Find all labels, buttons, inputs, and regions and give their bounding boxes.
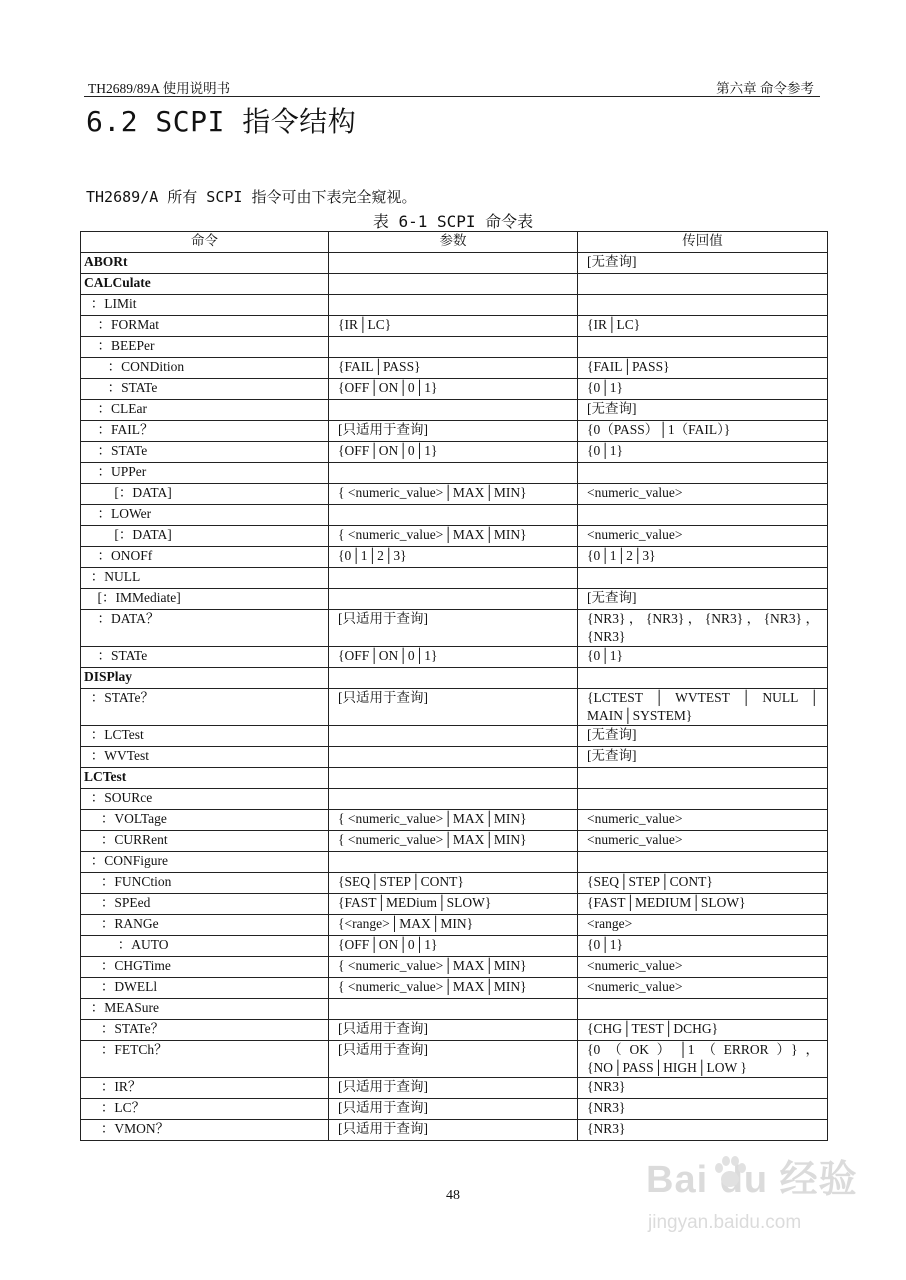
table-caption: 表 6-1 SCPI 命令表 bbox=[372, 212, 534, 231]
cell-return-value: <numeric_value> bbox=[578, 978, 828, 999]
cell-return-value bbox=[578, 789, 828, 810]
cell-return-value bbox=[578, 463, 828, 484]
cell-parameter: {FAST│MEDium│SLOW} bbox=[329, 894, 578, 915]
cell-return-value: <numeric_value> bbox=[578, 957, 828, 978]
table-row bbox=[81, 810, 828, 831]
cell-return-value: <numeric_value> bbox=[578, 810, 828, 831]
header-command: 命令 bbox=[81, 232, 329, 253]
cell-parameter bbox=[329, 852, 578, 873]
cell-return-value bbox=[578, 768, 828, 789]
table-row bbox=[81, 873, 828, 894]
cell-return-value: [无查询] bbox=[578, 589, 828, 610]
cell-return-value: {NR3}，{NR3}，{NR3}，{NR3}，{NR3} bbox=[578, 610, 828, 647]
cell-return-value: <numeric_value> bbox=[578, 526, 828, 547]
cell-return-value bbox=[578, 568, 828, 589]
page-number: 48 bbox=[446, 1188, 460, 1203]
cell-return-value: [无查询] bbox=[578, 253, 828, 274]
table-row bbox=[81, 295, 828, 316]
cell-command: ：CONFigure bbox=[81, 852, 329, 873]
table-row bbox=[81, 915, 828, 936]
cell-parameter: {OFF│ON│0│1} bbox=[329, 379, 578, 400]
cell-parameter bbox=[329, 295, 578, 316]
cell-return-value: <numeric_value> bbox=[578, 831, 828, 852]
table-row bbox=[81, 358, 828, 379]
cell-return-value bbox=[578, 295, 828, 316]
table-row bbox=[81, 610, 828, 647]
cell-command: [：IMMediate] bbox=[81, 589, 329, 610]
cell-command: ：UPPer bbox=[81, 463, 329, 484]
table-row bbox=[81, 668, 828, 689]
cell-command: ：FAIL？ bbox=[81, 421, 329, 442]
cell-parameter: [只适用于查询] bbox=[329, 1099, 578, 1120]
table-row bbox=[81, 999, 828, 1020]
cell-return-value bbox=[578, 337, 828, 358]
baidu-watermark bbox=[646, 1148, 896, 1248]
cell-command: ：STATe bbox=[81, 647, 329, 668]
cell-command: ：SPEed bbox=[81, 894, 329, 915]
cell-return-value: [无查询] bbox=[578, 747, 828, 768]
cell-parameter bbox=[329, 668, 578, 689]
cell-return-value: {0│1} bbox=[578, 379, 828, 400]
table-row bbox=[81, 689, 828, 726]
cell-command: [：DATA] bbox=[81, 484, 329, 505]
cell-command: ：DWELl bbox=[81, 978, 329, 999]
scpi-command-table bbox=[80, 231, 828, 1141]
cell-parameter: [只适用于查询] bbox=[329, 689, 578, 726]
cell-return-value: {NR3} bbox=[578, 1099, 828, 1120]
table-row bbox=[81, 274, 828, 295]
table-row bbox=[81, 957, 828, 978]
table-row bbox=[81, 337, 828, 358]
cell-return-value: {NR3} bbox=[578, 1078, 828, 1099]
cell-parameter bbox=[329, 337, 578, 358]
cell-command: ：LCTest bbox=[81, 726, 329, 747]
cell-command: ：RANGe bbox=[81, 915, 329, 936]
cell-return-value: {IR│LC} bbox=[578, 316, 828, 337]
cell-parameter: [只适用于查询] bbox=[329, 421, 578, 442]
cell-return-value: <range> bbox=[578, 915, 828, 936]
table-row bbox=[81, 1120, 828, 1141]
cell-command: ：ONOFf bbox=[81, 547, 329, 568]
cell-command: ：STATe bbox=[81, 379, 329, 400]
cell-parameter bbox=[329, 253, 578, 274]
table-row bbox=[81, 789, 828, 810]
cell-parameter: {0│1│2│3} bbox=[329, 547, 578, 568]
section-title: 6.2 SCPI 指令结构 bbox=[86, 105, 357, 138]
cell-parameter bbox=[329, 789, 578, 810]
cell-parameter: {<range>│MAX│MIN} bbox=[329, 915, 578, 936]
table-row bbox=[81, 253, 828, 274]
cell-parameter: { <numeric_value>│MAX│MIN} bbox=[329, 957, 578, 978]
cell-parameter: { <numeric_value>│MAX│MIN} bbox=[329, 526, 578, 547]
cell-command: ：DATA？ bbox=[81, 610, 329, 647]
cell-command: ：LC？ bbox=[81, 1099, 329, 1120]
cell-return-value: [无查询] bbox=[578, 726, 828, 747]
cell-command: ：STATe bbox=[81, 442, 329, 463]
cell-command: ：STATe？ bbox=[81, 689, 329, 726]
cell-parameter bbox=[329, 999, 578, 1020]
table-row bbox=[81, 463, 828, 484]
cell-command: ：CURRent bbox=[81, 831, 329, 852]
table-row bbox=[81, 894, 828, 915]
table-row bbox=[81, 1099, 828, 1120]
cell-return-value: {NR3} bbox=[578, 1120, 828, 1141]
page-header bbox=[84, 76, 820, 97]
cell-return-value: [无查询] bbox=[578, 400, 828, 421]
cell-return-value: {0│1} bbox=[578, 936, 828, 957]
table-row bbox=[81, 647, 828, 668]
cell-return-value: {SEQ│STEP│CONT} bbox=[578, 873, 828, 894]
cell-return-value: {0（PASS）│1（FAIL）} bbox=[578, 421, 828, 442]
cell-command: CALCulate bbox=[81, 274, 329, 295]
cell-command: LCTest bbox=[81, 768, 329, 789]
table-row bbox=[81, 1020, 828, 1041]
table-row bbox=[81, 936, 828, 957]
cell-command: ：AUTO bbox=[81, 936, 329, 957]
table-row bbox=[81, 484, 828, 505]
table-row bbox=[81, 978, 828, 999]
table-row bbox=[81, 1078, 828, 1099]
cell-parameter bbox=[329, 568, 578, 589]
table-row bbox=[81, 589, 828, 610]
cell-parameter: [只适用于查询] bbox=[329, 610, 578, 647]
table-row bbox=[81, 568, 828, 589]
cell-command: ：MEASure bbox=[81, 999, 329, 1020]
header-chapter: 第六章 命令参考 bbox=[716, 81, 814, 96]
table-row bbox=[81, 1041, 828, 1078]
table-row bbox=[81, 316, 828, 337]
header-manual-title: TH2689/89A 使用说明书 bbox=[88, 81, 231, 96]
table-row bbox=[81, 400, 828, 421]
cell-parameter bbox=[329, 747, 578, 768]
cell-command: [：DATA] bbox=[81, 526, 329, 547]
table-row bbox=[81, 421, 828, 442]
cell-parameter bbox=[329, 726, 578, 747]
table-row bbox=[81, 442, 828, 463]
cell-command: ：FUNCtion bbox=[81, 873, 329, 894]
cell-command: ：BEEPer bbox=[81, 337, 329, 358]
cell-command: ：WVTest bbox=[81, 747, 329, 768]
cell-command: ：SOURce bbox=[81, 789, 329, 810]
cell-parameter: [只适用于查询] bbox=[329, 1078, 578, 1099]
table-header-row bbox=[81, 232, 828, 253]
cell-return-value: {CHG│TEST│DCHG} bbox=[578, 1020, 828, 1041]
table-row bbox=[81, 379, 828, 400]
cell-return-value bbox=[578, 852, 828, 873]
cell-command: ：VMON？ bbox=[81, 1120, 329, 1141]
cell-parameter: { <numeric_value>│MAX│MIN} bbox=[329, 810, 578, 831]
cell-command: ：FETCh？ bbox=[81, 1041, 329, 1078]
cell-parameter bbox=[329, 589, 578, 610]
cell-parameter: {OFF│ON│0│1} bbox=[329, 442, 578, 463]
cell-return-value bbox=[578, 668, 828, 689]
table-row bbox=[81, 505, 828, 526]
cell-return-value: {0│1│2│3} bbox=[578, 547, 828, 568]
cell-command: ：VOLTage bbox=[81, 810, 329, 831]
cell-parameter: {OFF│ON│0│1} bbox=[329, 647, 578, 668]
watermark-url: jingyan.baidu.com bbox=[648, 1212, 802, 1233]
cell-parameter: { <numeric_value>│MAX│MIN} bbox=[329, 831, 578, 852]
cell-parameter bbox=[329, 463, 578, 484]
cell-return-value bbox=[578, 505, 828, 526]
cell-return-value bbox=[578, 274, 828, 295]
table-row bbox=[81, 747, 828, 768]
cell-return-value: {FAST│MEDIUM│SLOW} bbox=[578, 894, 828, 915]
header-return-value: 传回值 bbox=[578, 232, 828, 253]
cell-parameter: [只适用于查询] bbox=[329, 1020, 578, 1041]
table-row bbox=[81, 547, 828, 568]
cell-command: ：CHGTime bbox=[81, 957, 329, 978]
cell-command: ：STATe？ bbox=[81, 1020, 329, 1041]
cell-return-value: {FAIL│PASS} bbox=[578, 358, 828, 379]
cell-parameter: {IR│LC} bbox=[329, 316, 578, 337]
paw-icon bbox=[710, 1152, 750, 1192]
cell-return-value: {LCTEST │ WVTEST │ NULL │ MAIN│SYSTEM} bbox=[578, 689, 828, 726]
cell-command: ：NULL bbox=[81, 568, 329, 589]
cell-parameter: [只适用于查询] bbox=[329, 1041, 578, 1078]
header-parameter: 参数 bbox=[329, 232, 578, 253]
cell-parameter: { <numeric_value>│MAX│MIN} bbox=[329, 978, 578, 999]
cell-parameter bbox=[329, 400, 578, 421]
watermark-logo: Bai du 经验 bbox=[646, 1159, 858, 1201]
intro-text: TH2689/A 所有 SCPI 指令可由下表完全窥视。 bbox=[86, 188, 417, 206]
cell-parameter: { <numeric_value>│MAX│MIN} bbox=[329, 484, 578, 505]
cell-command: ：IR？ bbox=[81, 1078, 329, 1099]
cell-parameter: {SEQ│STEP│CONT} bbox=[329, 873, 578, 894]
table-row bbox=[81, 831, 828, 852]
cell-command: ABORt bbox=[81, 253, 329, 274]
cell-command: ：LIMit bbox=[81, 295, 329, 316]
cell-command: ：FORMat bbox=[81, 316, 329, 337]
cell-command: ：LOWer bbox=[81, 505, 329, 526]
table-row bbox=[81, 768, 828, 789]
cell-return-value: {0│1} bbox=[578, 647, 828, 668]
cell-command: ：CLEar bbox=[81, 400, 329, 421]
cell-parameter bbox=[329, 505, 578, 526]
cell-parameter bbox=[329, 768, 578, 789]
table-row bbox=[81, 526, 828, 547]
cell-return-value bbox=[578, 999, 828, 1020]
cell-parameter: {OFF│ON│0│1} bbox=[329, 936, 578, 957]
cell-parameter: {FAIL│PASS} bbox=[329, 358, 578, 379]
table-row bbox=[81, 852, 828, 873]
table-row bbox=[81, 726, 828, 747]
cell-command: ：CONDition bbox=[81, 358, 329, 379]
cell-return-value: {0（OK）│1（ERROR）}，{NO│PASS│HIGH│LOW } bbox=[578, 1041, 828, 1078]
cell-parameter bbox=[329, 274, 578, 295]
cell-command: DISPlay bbox=[81, 668, 329, 689]
cell-return-value: {0│1} bbox=[578, 442, 828, 463]
cell-parameter: [只适用于查询] bbox=[329, 1120, 578, 1141]
cell-return-value: <numeric_value> bbox=[578, 484, 828, 505]
